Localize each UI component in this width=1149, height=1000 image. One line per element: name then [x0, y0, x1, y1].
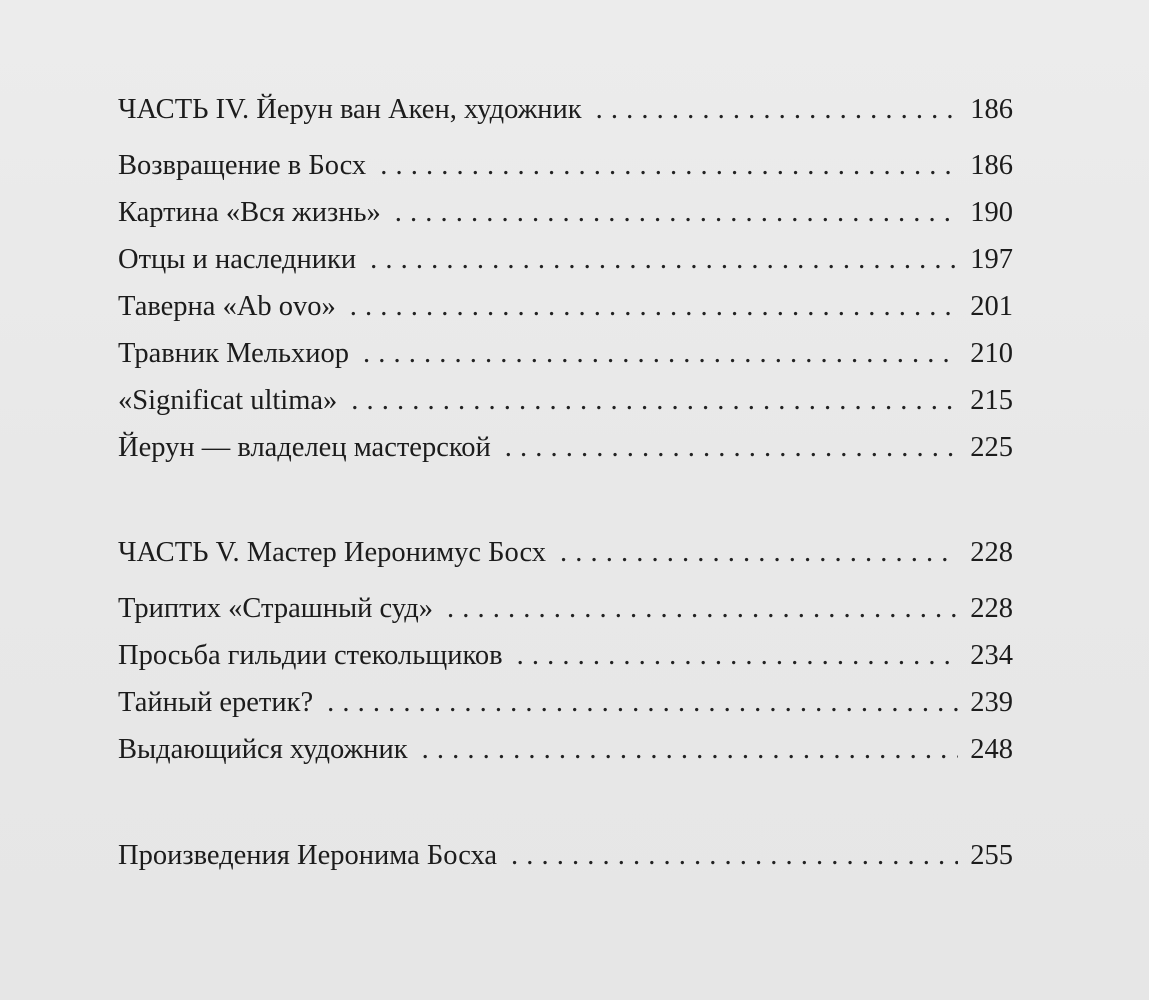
toc-entry-title: Отцы и наследники: [118, 244, 357, 275]
dot-leader: [517, 636, 959, 676]
dot-leader: [370, 240, 958, 280]
toc-chapter: [118, 381, 1013, 421]
dot-leader: [327, 683, 958, 723]
toc-entry-title: Произведения Иеронима Босха: [118, 840, 498, 871]
toc-entry-title: Картина «Вся жизнь»: [118, 197, 381, 228]
toc-entry-page: 201: [970, 291, 1013, 322]
toc-chapter: [118, 730, 1013, 770]
toc-entry-title: ЧАСТЬ V. Мастер Иеронимус Босх: [118, 537, 547, 568]
toc-entry-page: 239: [970, 687, 1013, 718]
toc-entry-title: Триптих «Страшный суд»: [118, 593, 433, 624]
toc-chapter: [118, 146, 1013, 186]
dot-leader: [395, 193, 959, 233]
toc-entry-page: 248: [970, 734, 1013, 765]
toc-entry-page: 225: [970, 432, 1013, 463]
toc-entry-page: 197: [970, 244, 1013, 275]
dot-leader: [363, 334, 958, 374]
toc-entry-title: Выдающийся художник: [118, 734, 408, 765]
toc-entry-page: 228: [970, 537, 1013, 568]
toc-part-heading: [118, 533, 1013, 573]
dot-leader: [596, 90, 959, 130]
dot-leader: [380, 146, 958, 186]
toc-entry-title: Тайный еретик?: [118, 687, 314, 718]
toc-entry-page: 186: [970, 94, 1013, 125]
toc-chapter: [118, 683, 1013, 723]
toc-entry-title: ЧАСТЬ IV. Йерун ван Акен, художник: [118, 94, 582, 125]
dot-leader: [351, 381, 958, 421]
dot-leader: [447, 589, 958, 629]
toc-entry-title: «Significat ultima»: [118, 385, 338, 416]
toc-entry-title: Просьба гильдии стекольщиков: [118, 640, 503, 671]
toc-entry-page: 190: [970, 197, 1013, 228]
toc-entry-page: 186: [970, 150, 1013, 181]
toc-entry-title: Травник Мельхиор: [118, 338, 349, 369]
toc-entry-page: 215: [970, 385, 1013, 416]
toc-chapter: [118, 240, 1013, 280]
toc-chapter: [118, 287, 1013, 327]
toc-entry-page: 228: [970, 593, 1013, 624]
dot-leader: [505, 428, 958, 468]
toc-chapter: [118, 428, 1013, 468]
dot-leader: [422, 730, 959, 770]
toc-chapter: [118, 334, 1013, 374]
toc-entry-title: Возвращение в Босх: [118, 150, 367, 181]
toc-appendix: [118, 836, 1013, 876]
toc-entry-title: Йерун — владелец мастерской: [118, 432, 491, 463]
dot-leader: [560, 533, 958, 573]
toc-entry-page: 210: [970, 338, 1013, 369]
toc-entry-page: 234: [970, 640, 1013, 671]
dot-leader: [350, 287, 958, 327]
toc-chapter: [118, 193, 1013, 233]
toc-part-heading: [118, 90, 1013, 130]
toc-entry-page: 255: [970, 840, 1013, 871]
toc-entry-title: Таверна «Ab ovo»: [118, 291, 336, 322]
dot-leader: [511, 836, 958, 876]
toc-chapter: [118, 636, 1013, 676]
toc-chapter: [118, 589, 1013, 629]
